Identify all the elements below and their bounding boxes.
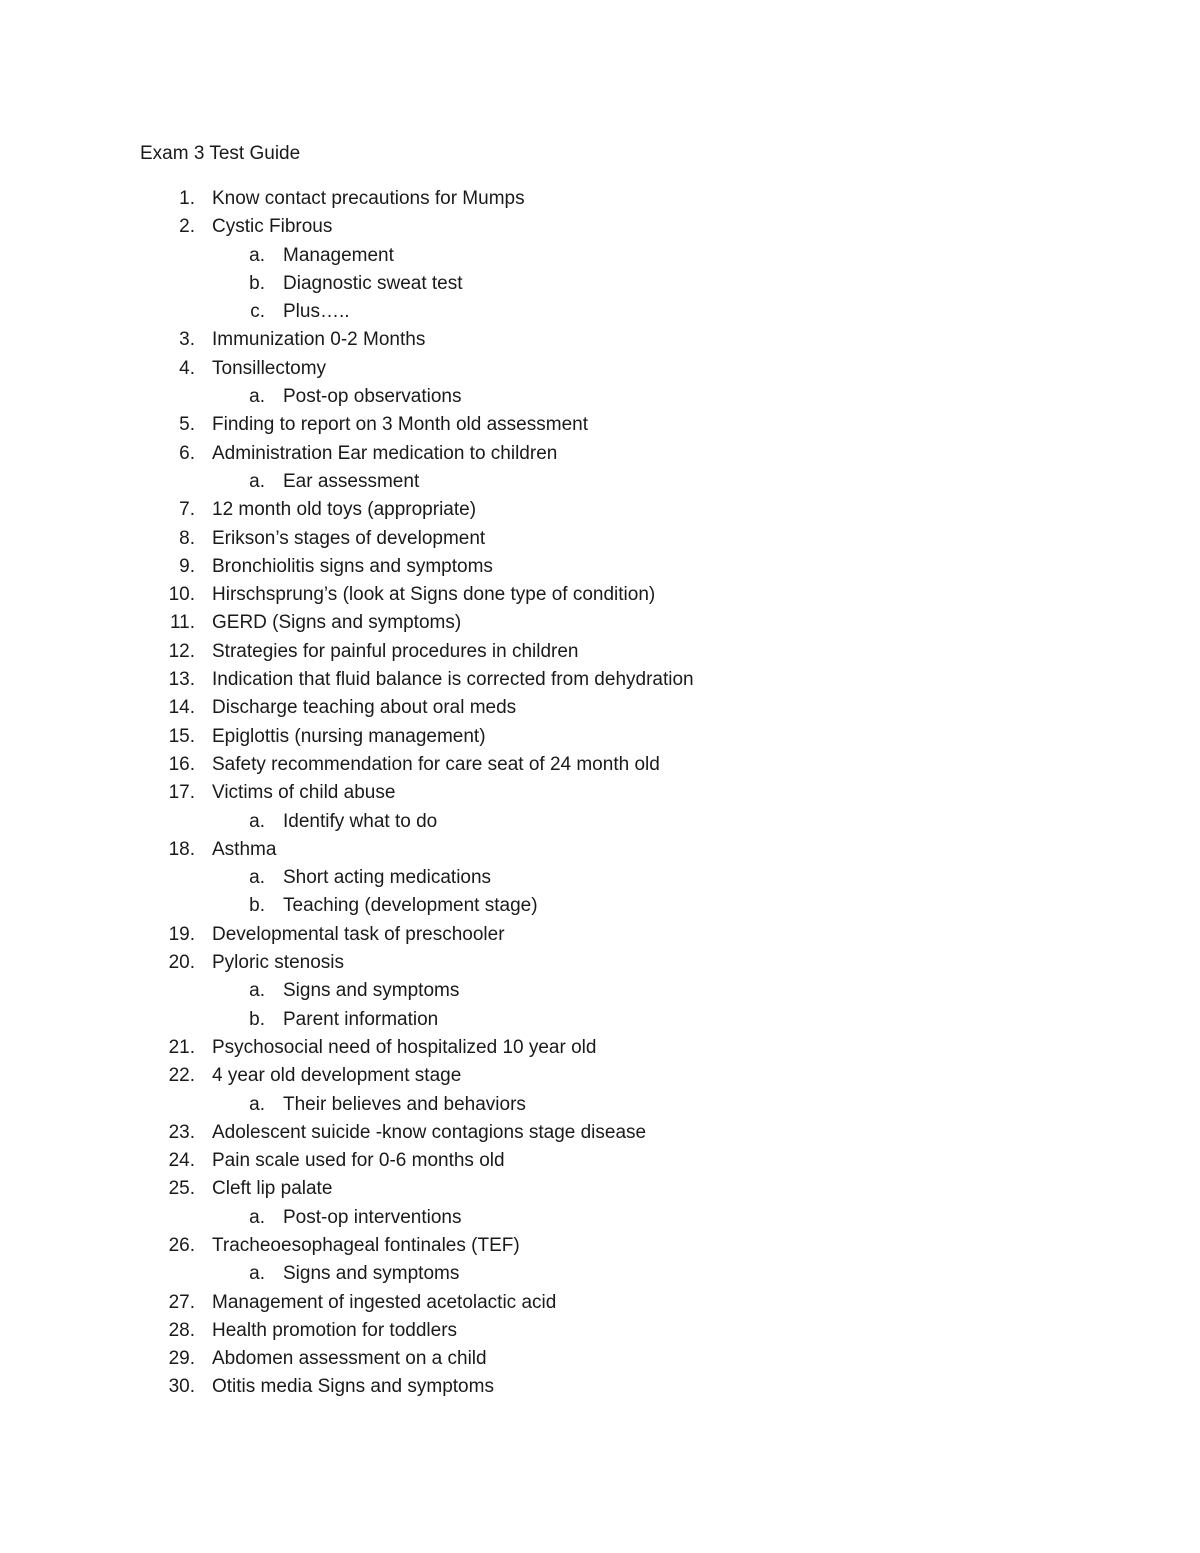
item-text: Short acting medications [283, 867, 492, 889]
item-text: Discharge teaching about oral meds [212, 697, 517, 719]
item-number: 28. [168, 1319, 195, 1341]
item-text: Victims of child abuse [212, 782, 396, 804]
sub-item-letter: b. [249, 272, 265, 294]
list-item [0, 668, 1200, 696]
item-number: 18. [168, 838, 195, 860]
item-number: 27. [168, 1291, 195, 1313]
list-item [0, 781, 1200, 809]
item-text: Cystic Fibrous [212, 216, 333, 238]
item-text: Finding to report on 3 Month old assessment [212, 414, 588, 436]
list-item [0, 413, 1200, 441]
item-number: 6. [179, 442, 195, 464]
sub-item-letter: a. [249, 386, 265, 408]
item-text: Safety recommendation for care seat of 24 month old [212, 753, 660, 775]
item-text: Indication that fluid balance is corrected from dehydration [212, 669, 694, 691]
sub-list-item [0, 894, 1200, 922]
item-number: 1. [179, 188, 195, 209]
sub-list-item [0, 1262, 1200, 1290]
item-text: Signs and symptoms [283, 980, 460, 1002]
list-item [0, 215, 1200, 243]
item-text: Psychosocial need of hospitalized 10 year old [212, 1036, 597, 1058]
list-item [0, 923, 1200, 951]
item-text: GERD (Signs and symptoms) [212, 612, 462, 634]
item-text: Epiglottis (nursing management) [212, 725, 486, 747]
item-text: Developmental task of preschooler [212, 923, 505, 945]
sub-list-item [0, 300, 1200, 328]
item-number: 12. [168, 640, 195, 662]
item-number: 25. [168, 1178, 195, 1200]
item-text: Administration Ear medication to children [212, 442, 558, 464]
item-text: Parent information [283, 1008, 439, 1030]
item-text: Otitis media Signs and symptoms [212, 1376, 494, 1398]
item-text: Ear assessment [283, 470, 420, 492]
list-item [0, 1149, 1200, 1177]
list-item [0, 1064, 1200, 1092]
list-item [0, 583, 1200, 611]
item-text: 12 month old toys (appropriate) [212, 499, 477, 521]
list-item [0, 1347, 1200, 1375]
item-number: 21. [168, 1036, 195, 1058]
item-number: 23. [168, 1121, 195, 1143]
item-number: 8. [179, 527, 195, 549]
list-item [0, 498, 1200, 526]
sub-list-item [0, 866, 1200, 894]
sub-list-item [0, 979, 1200, 1007]
list-item [0, 1234, 1200, 1262]
list-item [0, 187, 1200, 215]
item-number: 29. [168, 1348, 195, 1370]
sub-list-item [0, 1206, 1200, 1234]
list-item [0, 838, 1200, 866]
item-number: 4. [179, 357, 195, 379]
sub-item-letter: c. [250, 301, 265, 323]
item-text: Management of ingested acetolactic acid [212, 1291, 557, 1313]
list-item [0, 725, 1200, 753]
list-item [0, 1291, 1200, 1319]
item-number: 15. [168, 725, 195, 747]
sub-item-letter: b. [249, 895, 265, 917]
item-text: Abdomen assessment on a child [212, 1348, 487, 1370]
item-text: Pain scale used for 0-6 months old [212, 1150, 505, 1172]
item-text: Diagnostic sweat test [283, 272, 463, 294]
list-item [0, 328, 1200, 356]
item-number: 16. [168, 753, 195, 775]
item-text: Erikson’s stages of development [212, 527, 486, 549]
list-item [0, 951, 1200, 979]
sub-item-letter: a. [249, 980, 265, 1002]
item-text: 4 year old development stage [212, 1065, 462, 1087]
item-text: Tracheoesophageal fontinales (TEF) [212, 1234, 520, 1256]
item-text: Health promotion for toddlers [212, 1319, 458, 1341]
sub-item-letter: a. [249, 1263, 265, 1285]
sub-item-letter: a. [249, 867, 265, 889]
document-title: Exam 3 Test Guide [140, 143, 301, 164]
list-item [0, 611, 1200, 639]
sub-list-item [0, 810, 1200, 838]
list-item [0, 696, 1200, 724]
sub-item-letter: a. [249, 244, 265, 266]
sub-item-letter: a. [249, 810, 265, 832]
item-text: Teaching (development stage) [283, 895, 538, 917]
sub-list-item [0, 272, 1200, 300]
item-number: 7. [179, 499, 195, 521]
item-text: Management [283, 244, 394, 266]
sub-item-letter: a. [249, 470, 265, 492]
item-number: 11. [169, 612, 195, 634]
item-number: 20. [168, 952, 195, 974]
item-text: Hirschsprung’s (look at Signs done type of condition) [212, 584, 656, 606]
item-text: Immunization 0-2 Months [212, 329, 426, 351]
item-number: 14. [168, 697, 195, 719]
sub-list-item [0, 470, 1200, 498]
item-number: 9. [179, 555, 195, 577]
list-item [0, 753, 1200, 781]
item-number: 17. [168, 782, 195, 804]
item-text: Cleft lip palate [212, 1178, 333, 1200]
sub-list-item [0, 385, 1200, 413]
sub-list-item [0, 1093, 1200, 1121]
list-item [0, 1177, 1200, 1205]
sub-item-letter: a. [249, 1206, 265, 1228]
item-number: 2. [179, 216, 195, 238]
item-text: Strategies for painful procedures in children [212, 640, 579, 662]
list-item [0, 1121, 1200, 1149]
item-number: 19. [168, 923, 195, 945]
item-number: 26. [168, 1234, 195, 1256]
item-text: Identify what to do [283, 810, 438, 832]
item-number: 24. [168, 1150, 195, 1172]
item-text: Know contact precautions for Mumps [212, 188, 525, 209]
list-item [0, 442, 1200, 470]
item-text: Post-op interventions [283, 1206, 462, 1228]
item-text: Asthma [212, 838, 277, 860]
list-item [0, 1375, 1200, 1403]
list-item [0, 527, 1200, 555]
sub-item-letter: b. [249, 1008, 265, 1030]
list-item [0, 357, 1200, 385]
list-item [0, 1036, 1200, 1064]
item-number: 3. [179, 329, 195, 351]
list-item [0, 555, 1200, 583]
item-text: Their believes and behaviors [283, 1093, 526, 1115]
item-number: 10. [168, 584, 195, 606]
item-number: 30. [168, 1376, 195, 1398]
item-text: Post-op observations [283, 386, 462, 408]
list-item [0, 640, 1200, 668]
item-text: Tonsillectomy [212, 357, 327, 379]
test-guide-list [0, 187, 1200, 1404]
item-text: Signs and symptoms [283, 1263, 460, 1285]
list-item [0, 1319, 1200, 1347]
item-text: Plus….. [283, 301, 350, 323]
sub-item-letter: a. [249, 1093, 265, 1115]
item-text: Bronchiolitis signs and symptoms [212, 555, 493, 577]
item-text: Adolescent suicide -know contagions stage disease [212, 1121, 647, 1143]
item-number: 22. [168, 1065, 195, 1087]
item-text: Pyloric stenosis [212, 952, 344, 974]
item-number: 13. [168, 669, 195, 691]
item-number: 5. [179, 414, 195, 436]
sub-list-item [0, 244, 1200, 272]
sub-list-item [0, 1008, 1200, 1036]
